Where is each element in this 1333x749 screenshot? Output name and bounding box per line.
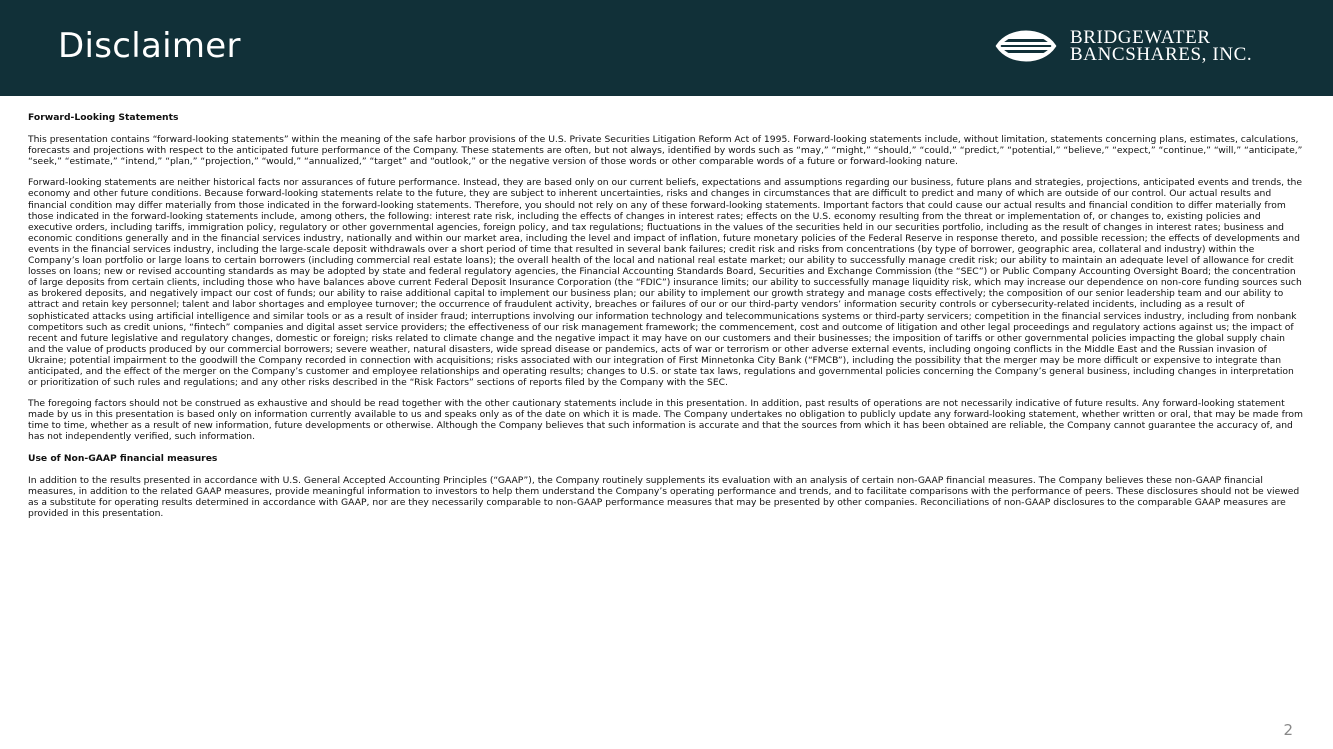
- company-logo: [994, 26, 1252, 66]
- non-gaap-paragraph-1: In addition to the results presented in accordance with U.S. General Accepted Accounting Principles (“GAAP”), the Company routinely supplements its evaluation with an analysis of certain non-GAAP financial measures. The Company believes these non-GAAP financial measures, in addition to the related GAAP measures, provide meaningful information to investors to help them understand the Company’s operating performance and trends, and to facilitate comparisons with the performance of peers. These disclosures should not be viewed as a substitute for operating results determined in accordance with GAAP, nor are they necessarily comparable to non-GAAP performance measures that may be presented by other companies. Reconciliations of non-GAAP disclosures to the comparable GAAP measures are provided in this presentation.: [28, 474, 1300, 519]
- page-title: Disclaimer: [58, 26, 241, 66]
- non-gaap-heading: Use of Non-GAAP financial measures: [28, 452, 218, 464]
- logo-line-2: BANCSHARES, INC.: [1070, 44, 1253, 65]
- forward-looking-paragraph-3: The foregoing factors should not be construed as exhaustive and should be read together with the other cautionary statements include in this presentation. In addition, past results of operations are not necessarily indicative of future results. Any forward-looking statement made by us in this presentation is based only on information currently available to us and speaks only as of the date on which it is made. The Company undertakes no obligation to publicly update any forward-looking statement, whether written or oral, that may be made from time to time, whether as a result of new information, future developments or otherwise. Although the Company believes that such information is accurate and that the sources from which it has been obtained are reliable, the Company cannot guarantee the accuracy of, and has not independently verified, such information.: [28, 398, 1303, 443]
- header-bar: [0, 0, 1333, 96]
- logo-line-1: BRIDGEWATER: [1070, 27, 1211, 48]
- forward-looking-heading: Forward-Looking Statements: [28, 112, 179, 123]
- forward-looking-paragraph-1: This presentation contains “forward-looking statements” within the meaning of the safe harbor provisions of the U.S. Private Securities Litigation Reform Act of 1995. Forward-looking statements include, without limitation, statements concerning plans, estimates, calculations, forecasts and projections with respect to the anticipated future performance of the Company. These statements are often, but not always, identified by words such as “may,” “might,” “should,” “could,” “predict,” “potential,” “believe,” “expect,” “continue,” “will,” “anticipate,” “seek,” “estimate,” “intend,” “plan,” “projection,” “would,” “annualized,” “target” and “outlook,” or the negative version of those words or other comparable words of a future or forward-looking nature.: [28, 134, 1303, 168]
- forward-looking-paragraph-2: Forward-looking statements are neither historical facts nor assurances of future performance. Instead, they are based only on our current beliefs, expectations and assumptions regarding our business, future plans and strategies, projections, anticipated events and trends, the economy and other future conditions. Because forward-looking statements relate to the future, they are subject to inherent uncertainties, risks and changes in circumstances that are difficult to predict and many of which are outside of our control. Our actual results and financial condition may differ materially from those indicated in the forward-looking statements. Therefore, you should not rely on any of these forward-looking statements. Important factors that could cause our actual results and financial condition to differ materially from those indicated in the forward-looking statements include, among others, the following: interest rate risk, including the effects of changes in interest rates; effects on the U.S. economy resulting from the threat or implementation of, or changes to, existing policies and executive orders, including tariffs, immigration policy, regulatory or other governmental agencies, foreign policy, and tax regulations; fluctuations in the values of the securities held in our securities portfolio, including as the result of changes in interest rates; business and economic conditions generally and in the financial services industry, nationally and within our market area, including the level and impact of inflation, future monetary policies of the Federal Reserve in response thereto, and possible recession; the effects of developments and events in the financial services industry, including the large-scale deposit withdrawals over a short period of time that resulted in several bank failures; credit risk and risks from concentrations (by type of borrower, geographic area, collateral and industry) within the Company’s loan portfolio or large loans to certain borrowers (including commercial real estate loans); the overall health of the local and national real estate market; our ability to successfully manage credit risk; our ability to maintain an adequate level of allowance for credit losses on loans; new or revised accounting standards as may be adopted by state and federal regulatory agencies, the Financial Accounting Standards Board, Securities and Exchange Commission (the “SEC”) or Public Company Accounting Oversight Board; the concentration of large deposits from certain clients, including those who have balances above current Federal Deposit Insurance Corporation (the “FDIC”) insurance limits; our ability to successfully manage liquidity risk, which may increase our dependence on non-core funding sources such as brokered deposits, and negatively impact our cost of funds; our ability to raise additional capital to implement our business plan; our ability to implement our growth strategy and manage costs effectively; the composition of our senior leadership team and our ability to attract and retain key personnel; talent and labor shortages and employee turnover; the occurrence of fraudulent activity, breaches or failures of our or our third-party vendors’ information security controls or cybersecurity-related incidents, including as a result of sophisticated attacks using artificial intelligence and similar tools or as a result of insider fraud; interruptions involving our information technology and telecommunications systems or third-party servicers; competition in the financial services industry, including from nonbank competitors such as credit unions, “fintech” companies and digital asset service providers; the effectiveness of our risk management framework; the commencement, cost and outcome of litigation and other legal proceedings and regulatory actions against us; the impact of recent and future legislative and regulatory changes, domestic or foreign; risks related to climate change and the negative impact it may have on our customers and their businesses; the imposition of tariffs or other governmental policies impacting the global supply chain and the value of products produced by our commercial borrowers; severe weather, natural disasters, wide spread disease or pandemics, acts of war or terrorism or other adverse external events, including ongoing conflicts in the Middle East and the Russian invasion of Ukraine; potential impairment to the goodwill the Company recorded in connection with acquisitions; risks associated with our integration of First Minnetonka City Bank (“FMCB”), including the possibility that the merger may be more difficult or expensive to integrate than anticipated, and the effect of the merger on the Company’s customer and employee relationships and operating results; changes to U.S. or state tax laws, regulations and governmental policies concerning the Company’s general business, including changes in interpretation or prioritization of such rules and regulations; and any other risks described in the “Risk Factors” sections of reports filed by the Company with the SEC.: [28, 177, 1303, 389]
- bridgewater-logo-icon: [994, 26, 1058, 66]
- page-number: 2: [1283, 721, 1293, 739]
- disclaimer-body: [28, 112, 1304, 529]
- logo-wordmark: [1070, 29, 1252, 63]
